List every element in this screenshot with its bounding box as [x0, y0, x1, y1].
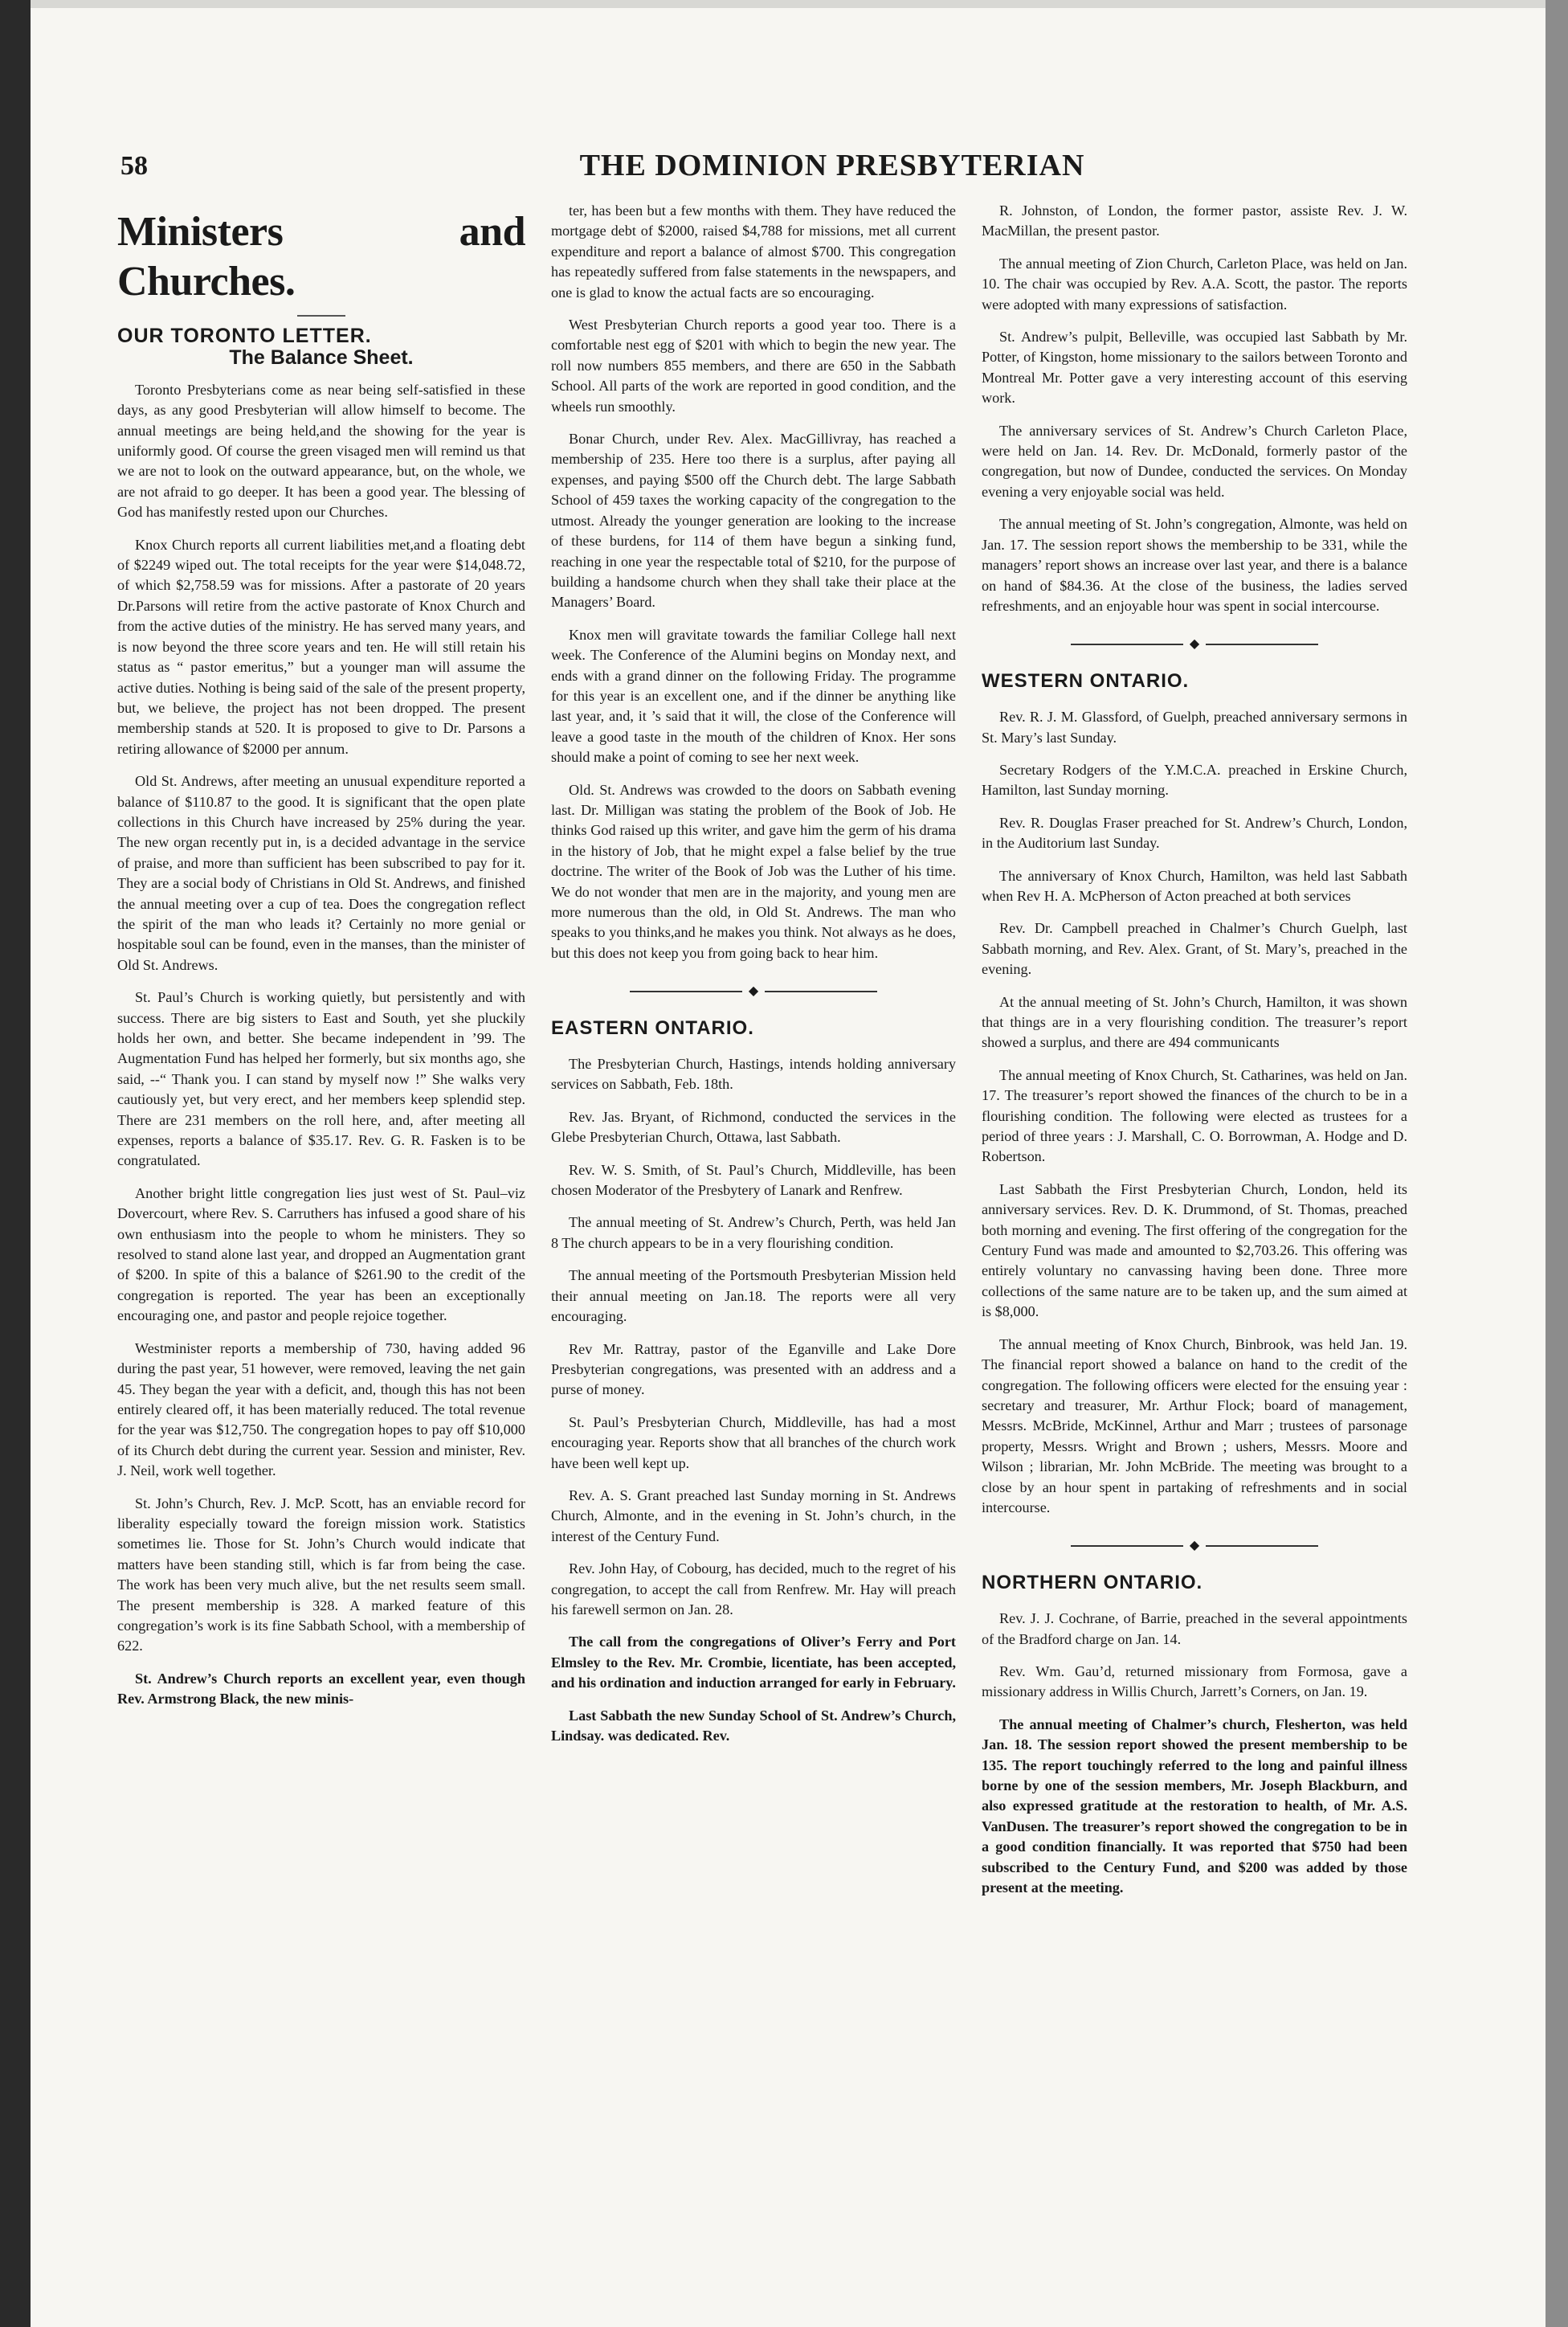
news-item: Rev. W. S. Smith, of St. Paul’s Church, Middleville, has been chosen Moderator of the Presbytery of Lanark and Renfrew. [551, 1161, 956, 1199]
article-paragraph: Westminister reports a membership of 730, having added 96 during the past year, 51 however, were removed, leaving the net gain 45. They began the year with a deficit, and, though this has not been entirely cleared off, it has been materially reduced. The total revenue for the year was $12,750. The congregation hopes to pay off $10,000 of its Church debt during the current year. Session and minister, Rev. J. Neil, work well together. [117, 1339, 525, 1479]
news-item: R. Johnston, of London, the former pastor, assiste Rev. J. W. MacMillan, the present pastor. [982, 202, 1407, 239]
diamond-ornament-icon: ◆ [1189, 1539, 1200, 1553]
divider-line [630, 991, 742, 992]
news-item: Rev. John Hay, of Cobourg, has decided, much to the regret of his congregation, to accept the call from Renfrew. Mr. Hay will preach his farewell sermon on Jan. 28. [551, 1560, 956, 1617]
section-divider [551, 981, 956, 1001]
diamond-ornament-icon: ◆ [748, 984, 759, 999]
article-paragraph: ter, has been but a few months with them. They have reduced the mortgage debt of $2000, raised $4,788 for missions, met all current expenditure and report a balance of almost $700. This congregation has repeatedly suffered from false statements in the newspapers, and one is glad to know the actual facts are so encouraging. [551, 202, 956, 301]
divider-line [1206, 644, 1318, 645]
letter-subheading: The Balance Sheet. [229, 346, 414, 370]
news-item: Rev. A. S. Grant preached last Sunday morning in St. Andrews Church, Almonte, and in the evening in St. John’s church, in the interest of the Century Fund. [551, 1487, 956, 1544]
article-paragraph: Old. St. Andrews was crowded to the doors on Sabbath evening last. Dr. Milligan was stating the problem of the Book of Job. He thinks God raised up this writer, and gave him the germ of his drama in the history of Job, that he might expel a false belief by the true doctrine. The writer of the Book of Job was the Luther of his time. We do not wonder that men are in the majority, and young men are more numerous than the old, in Old St. Andrews. The man who speaks to you thinks,and he makes you think. Not always as he does, but this does not keep you from going back to hear him. [551, 781, 956, 961]
article-paragraph: Bonar Church, under Rev. Alex. MacGillivray, has reached a membership of 235. Here too there is a surplus, after paying all expenses, and paying $500 off the Church debt. The large Sabbath School of 459 taxes the working capacity of the congregation to the utmost. Already the younger generation are looking to the increase of these burdens, for 114 of them have begun a sinking fund, reaching in one year the respectable total of $210, for the purpose of building a handsome church when they shall take their place at the Managers’ Board. [551, 431, 956, 611]
divider-line [1071, 644, 1183, 645]
article-paragraph: West Presbyterian Church reports a good year too. There is a comfortable nest egg of $201 with which to begin the new year. The roll now numbers 855 members, and there are 650 in the Sabbath School. All parts of the work are reported in good condition, and the wheels run smoothly. [551, 317, 956, 415]
section-divider [982, 1536, 1407, 1556]
column-2 [551, 201, 956, 2282]
news-item: The anniversary of Knox Church, Hamilton, was held last Sabbath when Rev H. A. McPherson of Acton preached at both services [982, 867, 1407, 904]
news-item: Rev. Wm. Gau’d, returned missionary from Formosa, gave a missionary address in Willis Church, Jarrett’s Corners, on Jan. 19. [982, 1662, 1407, 1700]
news-item: The annual meeting of St. John’s congregation, Almonte, was held on Jan. 17. The session report shows the membership to be 331, while the managers’ report shows an increase over last year, and there is a balance on hand of $84.36. At the close of the business, the ladies served refreshments, and an enjoyable hour was spent in social intercourse. [982, 516, 1407, 614]
section-title: Ministers and Churches. [117, 209, 525, 305]
letter-heading: OUR TORONTO LETTER. [117, 325, 372, 347]
article-paragraph: St. Andrew’s Church reports an excellent year, even though Rev. Armstrong Black, the new minis- [117, 1670, 525, 1707]
section-divider [982, 634, 1407, 654]
news-item: The annual meeting of Knox Church, St. Catharines, was held on Jan. 17. The treasurer’s report showed the finances of the church to be in a flourishing condition. The following were elected as trustees for a period of three years : J. Marshall, C. O. Borrowman, A. Hodge and D. Robertson. [982, 1066, 1407, 1165]
column-1 [117, 201, 525, 2282]
divider-line [1206, 1545, 1318, 1547]
title-rule [297, 315, 345, 317]
divider-line [765, 991, 877, 992]
news-item: Rev. Jas. Bryant, of Richmond, conducted the services in the Glebe Presbyterian Church, Ottawa, last Sabbath. [551, 1108, 956, 1146]
publication-title: THE DOMINION PRESBYTERIAN [579, 149, 1085, 182]
eastern-ontario-heading: EASTERN ONTARIO. [551, 1016, 754, 1039]
news-item: Rev. R. J. M. Glassford, of Guelph, preached anniversary sermons in St. Mary’s last Sunday. [982, 709, 1407, 746]
article-paragraph: Toronto Presbyterians come as near being self-satisfied in these days, as any good Presbyterian will allow himself to become. The annual meetings are being held,and the showing for the year is uniformly good. Of course the green visaged men will remind us that we are not to look on the outward appearance, but, on the whole, we are not afraid to go deeper. It has been a good year. The blessing of God has manifestly rested upon our Churches. [117, 381, 525, 521]
page-right-edge [1546, 0, 1568, 2327]
news-item: St. Andrew’s pulpit, Belleville, was occupied last Sabbath by Mr. Potter, of Kingston, home missionary to the sailors between Toronto and Montreal Mr. Potter gave a very interesting account of this eserving work. [982, 329, 1407, 407]
news-item: The annual meeting of Zion Church, Carleton Place, was held on Jan. 10. The chair was occupied by Rev. A.A. Scott, the pastor. The reports were adopted with many expressions of satisfaction. [982, 255, 1407, 313]
article-paragraph: St. Paul’s Church is working quietly, but persistently and with success. There are big sisters to East and South, yet she pluckily holds her own, and better. She became independent in ’99. The Augmentation Fund has helped her formerly, but six months ago, she said, --“ Thank you. I can stand by myself now !” She walks very cautiously yet, but very erect, and her members keep splendid step. There are 231 members on the roll here, and, after meeting all expenses, reports a balance of $35.17. Rev. G. R. Fasken is to be congratulated. [117, 989, 525, 1169]
page-top-edge [31, 0, 1546, 8]
article-paragraph: Another bright little congregation lies just west of St. Paul–viz Dovercourt, where Rev. S. Carruthers has infused a good share of his own enthusiasm into the people to whom he ministers. They so resolved to stand alone last year, and dropped an Augmentation grant of $200. In spite of this a balance of $261.90 to the credit of the congregation is reported. The year has been an exceptionally encouraging one, and pastor and people rejoice together. [117, 1184, 525, 1324]
news-item: The annual meeting of St. Andrew’s Church, Perth, was held Jan 8 The church appears to be in a very flourishing condition. [551, 1214, 956, 1251]
article-paragraph: Knox men will gravitate towards the familiar College hall next week. The Conference of the Alumini begins on Monday next, and ends with a grand dinner on the following Friday. The programme for this year is an excellent one, and if the dinner be anything like last year, and, it ’s said that it will, the close of the Conference will leave a good taste in the mouth of the children of Knox. Her sons should make a point of coming to see her next week. [551, 626, 956, 766]
news-item: Rev. R. Douglas Fraser preached for St. Andrew’s Church, London, in the Auditorium last Sunday. [982, 814, 1407, 852]
divider-line [1071, 1545, 1183, 1547]
news-item: Rev. J. J. Cochrane, of Barrie, preached in the several appointments of the Bradford charge on Jan. 14. [982, 1610, 1407, 1647]
news-item: The call from the congregations of Oliver’s Ferry and Port Elmsley to the Rev. Mr. Crombie, licentiate, has been accepted, and his ordination and induction arranged for early in February. [551, 1634, 956, 1691]
news-item: The annual meeting of Chalmer’s church, Flesherton, was held Jan. 18. The session report showed the present membership to be 135. The report touchingly referred to the long and painful illness borne by one of the session members, Mr. Joseph Blackburn, and also expressed gratitude at the restoration to health, of Mr. A.S. VanDusen. The treasurer’s report showed the congregation to be in a good condition financially. It was reported that $750 had been subscribed to the Century Fund, and $200 was added by those present at the meeting. [982, 1716, 1407, 1896]
news-item: St. Paul’s Presbyterian Church, Middleville, has had a most encouraging year. Reports show that all branches of the church work have been well kept up. [551, 1413, 956, 1471]
news-item: Last Sabbath the new Sunday School of St. Andrew’s Church, Lindsay. was dedicated. Rev. [551, 1707, 956, 1744]
article-paragraph: Old St. Andrews, after meeting an unusual expenditure reported a balance of $110.87 to the good. It is significant that the open plate collections in this Church have increased by 25% during the year. The new organ recently put in, is a decided advantage in the service of praise, and more than sufficient has been subscribed to pay for it. They are a social body of Christians in Old St. Andrews, and finished the annual meeting over a cup of tea. Does the congregation reflect the spirit of the man who leads it? Certainly no more genial or hospitable soul can be found, even in the manses, than the minister of Old St. Andrews. [117, 773, 525, 973]
news-item: Last Sabbath the First Presbyterian Church, London, held its anniversary services. Rev. D. K. Drummond, of St. Thomas, preached both morning and evening. The first offering of the congregation for the Century Fund was made and amounted to $2,703.26. This offering was entirely voluntary no canvassing having been done. Three more collections of the same nature are to be taken up, and the sum aimed at is $8,000. [982, 1180, 1407, 1320]
article-paragraph: Knox Church reports all current liabilities met,and a floating debt of $2249 wiped out. The total receipts for the year were $14,048.72, of which $2,758.59 was for missions. After a pastorate of 20 years Dr.Parsons will retire from the active pastorate of Knox Church and from the active duties of the ministry. He has served many years, and is now beyond the three score years and ten. He will still retain his status as “ pastor emeritus,” but a younger man will assume the active duties. Nothing is being said of the sale of the present property, but, we believe, the project has not been dropped. The present membership stands at 520. It is proposed to give to Dr. Parsons a retiring allowance of $2000 per annum. [117, 536, 525, 757]
news-item: Secretary Rodgers of the Y.M.C.A. preached in Erskine Church, Hamilton, last Sunday morning. [982, 761, 1407, 799]
news-item: At the annual meeting of St. John’s Church, Hamilton, it was shown that things are in a very flourishing condition. The treasurer’s report showed a surplus, and there are 494 communicants [982, 993, 1407, 1051]
page-number: 58 [120, 151, 148, 181]
news-item: The anniversary services of St. Andrew’s Church Carleton Place, were held on Jan. 14. Rev. Dr. McDonald, formerly pastor of the congregation, but now of Dundee, conducted the services. On Monday evening a very enjoyable social was held. [982, 422, 1407, 500]
northern-ontario-heading: NORTHERN ONTARIO. [982, 1571, 1203, 1593]
news-item: The annual meeting of Knox Church, Binbrook, was held Jan. 19. The financial report showed a balance on hand to the credit of the congregation. The following officers were elected for the ensuing year : secretary and treasurer, Mr. Arthur Flock; board of management, Messrs. McBride, McKinnel, Arthur and Marr ; trustees of parsonage property, Messrs. Wright and Brown ; ushers, Messrs. Moore and Wilson ; librarian, Mr. John McBride. The meeting was brought to a close by an hour spent in partaking of refreshments and in social intercourse. [982, 1335, 1407, 1515]
diamond-ornament-icon: ◆ [1189, 637, 1200, 652]
news-item: The annual meeting of the Portsmouth Presbyterian Mission held their annual meeting on Jan.18. The reports were all very encouraging. [551, 1267, 956, 1325]
article-paragraph: St. John’s Church, Rev. J. McP. Scott, has an enviable record for liberality especially toward the foreign mission work. Statistics sometimes lie. Those for St. John’s Church would indicate that matters have been standing still, which is far from being the case. The work has been very much alive, but the net results seem small. The present membership is 328. A marked feature of this congregation’s work is its fine Sabbath School, with a membership of 622. [117, 1495, 525, 1654]
news-item: Rev. Dr. Campbell preached in Chalmer’s Church Guelph, last Sabbath morning, and Rev. Alex. Grant, of St. Mary’s, preached in the evening. [982, 920, 1407, 978]
page-left-edge [0, 0, 31, 2327]
news-item: The Presbyterian Church, Hastings, intends holding anniversary services on Sabbath, Feb. 18th. [551, 1056, 956, 1093]
news-item: Rev Mr. Rattray, pastor of the Eganville and Lake Dore Presbyterian congregations, was presented with an address and a purse of money. [551, 1340, 956, 1398]
western-ontario-heading: WESTERN ONTARIO. [982, 669, 1190, 692]
column-3 [982, 201, 1407, 2282]
